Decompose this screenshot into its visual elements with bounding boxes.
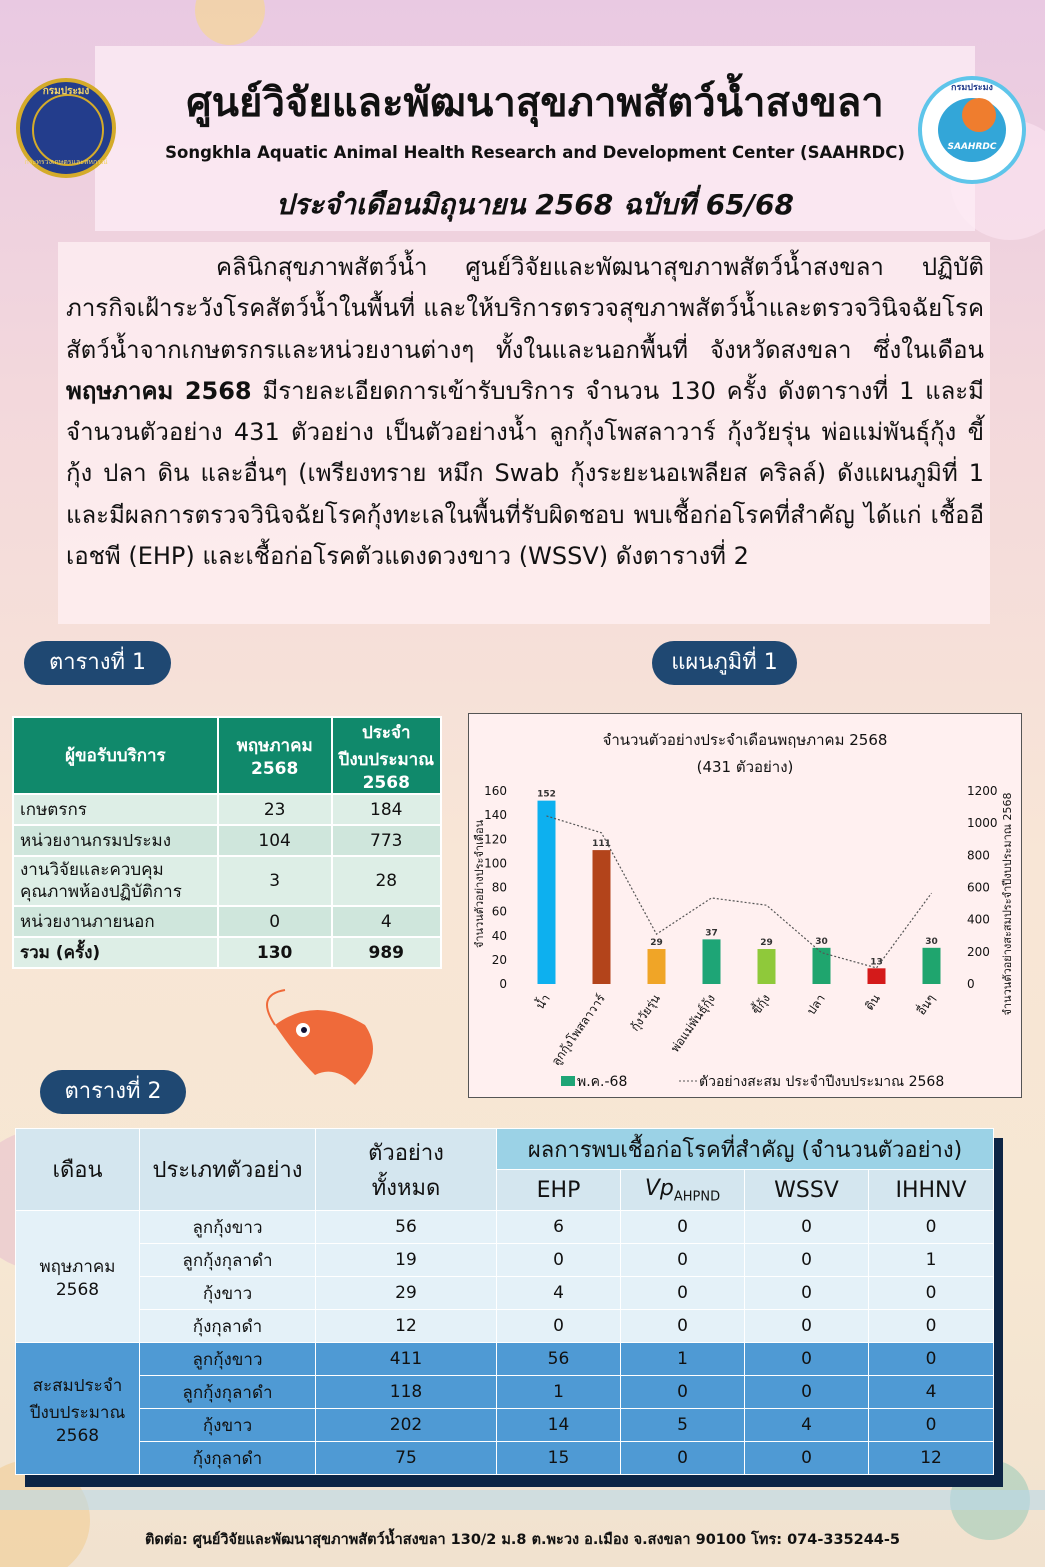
intro-text-1: คลินิกสุขภาพสัตว์น้ำ ศูนย์วิจัยและพัฒนาสุขภาพสัตว์น้ำสงขลา ปฏิบัติภารกิจเฝ้าระวังโรคสัตว์น้ำในพื้นที่ และให้บริการตรวจสุขภาพสัตว์น้ำและตรวจวินิจฉัยโรคสัตว์น้ำจากเกษตรกรและหน่วยงานต่างๆ ทั้งในและนอกพื้นที่ จังหวัดสงขลา ซึ่งในเดือน [66,253,984,364]
bar [868,968,886,984]
bar-value-label: 30 [815,936,828,947]
table-row [16,1310,994,1343]
cell-vp: 0 [621,1211,745,1244]
row-name: หน่วยงานกรมประมง [13,825,218,856]
cell-ehp: 14 [497,1409,621,1442]
cell-ihhnv: 12 [869,1442,994,1475]
col-header-month: พฤษภาคม 2568 [218,717,332,794]
cell-ihhnv: 0 [869,1343,994,1376]
y2-tick-label: 1000 [967,816,998,831]
cell-ehp: 56 [497,1343,621,1376]
cell-vp: 1 [621,1343,745,1376]
category-label: ลูกกุ้งโพสลาวาร์ [548,991,608,1069]
category-label: ขี้กุ้ง [749,991,773,1018]
chart-title: จำนวนตัวอย่างประจำเดือนพฤษภาคม 2568 [602,731,888,749]
cell-total: 12 [316,1310,497,1343]
cell-ehp: 0 [497,1310,621,1343]
row-year-value: 4 [332,906,441,937]
col-header-type: ประเภทตัวอย่าง [140,1129,316,1211]
row-name: หน่วยงานภายนอก [13,906,218,937]
bar [758,949,776,984]
cell-ehp: 15 [497,1442,621,1475]
table-header-row [16,1129,994,1170]
row-month-value: 23 [218,794,332,825]
cell-ihhnv: 0 [869,1409,994,1442]
cell-vp: 0 [621,1277,745,1310]
intro-month: พฤษภาคม 2568 [66,376,252,405]
chart-svg [469,714,1021,1097]
table-header-row [13,717,441,794]
sample-chart [468,713,1022,1098]
y2-tick-label: 600 [967,880,990,895]
col-header-year: ประจำปีงบประมาณ 2568 [332,717,441,794]
y-tick-label: 80 [491,880,507,895]
y2-tick-label: 400 [967,912,990,927]
legend-cumulative: ตัวอย่างสะสม ประจำปีงบประมาณ 2568 [699,1074,945,1090]
bar-value-label: 29 [650,938,663,949]
table-row [16,1244,994,1277]
cell-ehp: 1 [497,1376,621,1409]
table-row [16,1211,994,1244]
cell-ihhnv: 0 [869,1211,994,1244]
row-month-value: 130 [218,937,332,968]
y2-tick-label: 800 [967,848,990,863]
cell-wssv: 0 [745,1277,869,1310]
y-tick-label: 40 [491,928,507,943]
row-name: งานวิจัยและควบคุมคุณภาพห้องปฏิบัติการ [13,856,218,906]
category-label: กุ้งวัยรุ่น [627,991,663,1034]
category-label: ปลา [804,991,828,1018]
table-total-row [13,937,441,968]
logo-right-subtext: SAAHRDC [947,142,997,152]
cell-total: 56 [316,1211,497,1244]
col-header-ehp: EHP [497,1170,621,1211]
bar [593,850,611,984]
table-row [16,1343,994,1376]
cell-ihhnv: 0 [869,1310,994,1343]
pathogen-table [15,1128,994,1475]
bar-value-label: 29 [760,938,773,949]
row-year-value: 773 [332,825,441,856]
row-name: เกษตรกร [13,794,218,825]
cell-wssv: 0 [745,1376,869,1409]
bar-value-label: 111 [592,839,611,850]
vp-subscript: AHPND [673,1189,721,1205]
row-year-value: 184 [332,794,441,825]
cell-type: ลูกกุ้งกุลาดำ [140,1376,316,1409]
page-title: ศูนย์วิจัยและพัฒนาสุขภาพสัตว์น้ำสงขลา [186,80,884,126]
cell-wssv: 0 [745,1310,869,1343]
cell-vp: 5 [621,1409,745,1442]
cell-type: ลูกกุ้งขาว [140,1343,316,1376]
col-header-requester: ผู้ขอรับบริการ [13,717,218,794]
y-tick-label: 20 [491,952,507,967]
y-tick-label: 160 [484,784,507,798]
logo-left-text: กรมประมง [42,86,90,97]
cell-wssv: 4 [745,1409,869,1442]
vp-text: Vp [644,1175,674,1201]
legend-monthly: พ.ค.-68 [577,1074,628,1090]
row-month-value: 0 [218,906,332,937]
cell-total: 19 [316,1244,497,1277]
table-row [13,825,441,856]
col-header-vp [621,1170,745,1211]
cell-ihhnv: 1 [869,1244,994,1277]
table-row [16,1376,994,1409]
y-tick-label: 140 [484,808,507,823]
table1-label: ตารางที่ 1 [24,641,171,685]
y-tick-label: 0 [499,977,507,991]
category-label: น้ำ [532,991,553,1012]
page-subtitle: Songkhla Aquatic Animal Health Research and Development Center (SAAHRDC) [165,143,905,162]
cell-wssv: 0 [745,1343,869,1376]
cell-total: 411 [316,1343,497,1376]
bar [703,939,721,984]
month-group-cell: สะสมประจำปีงบประมาณ 2568 [16,1343,140,1475]
row-year-value: 989 [332,937,441,968]
bar [648,949,666,984]
shrimp-illustration [255,985,395,1105]
bar [538,801,556,984]
cell-type: ลูกกุ้งขาว [140,1211,316,1244]
y-tick-label: 120 [484,832,507,847]
category-label: พ่อแม่พันธุ์กุ้ง [667,991,718,1055]
row-name: รวม (ครั้ง) [13,937,218,968]
y-tick-label: 60 [491,904,507,919]
cell-vp: 0 [621,1442,745,1475]
y2-tick-label: 0 [967,977,975,991]
cell-ehp: 6 [497,1211,621,1244]
logo-left-subtext: กระทรวงเกษตรและสหกรณ์ [24,158,108,166]
total-header-text: ตัวอย่างทั้งหมด [368,1140,444,1201]
cell-ehp: 0 [497,1244,621,1277]
cell-total: 202 [316,1409,497,1442]
table-row [16,1409,994,1442]
table-row [16,1277,994,1310]
star-decoration [195,0,265,45]
footer-contact: ติดต่อ: ศูนย์วิจัยและพัฒนาสุขภาพสัตว์น้ำสงขลา 130/2 ม.8 ต.พะวง อ.เมือง จ.สงขลา 90100 โทร: 074-335244-5 [144,1532,901,1548]
bar-value-label: 30 [925,936,938,947]
cell-total: 29 [316,1277,497,1310]
cell-ihhnv: 4 [869,1376,994,1409]
month-group-cell: พฤษภาคม 2568 [16,1211,140,1343]
cell-type: กุ้งกุลาดำ [140,1310,316,1343]
y2-tick-label: 1200 [967,784,998,798]
cell-type: ลูกกุ้งกุลาดำ [140,1244,316,1277]
col-header-total [316,1129,497,1211]
cell-wssv: 0 [745,1442,869,1475]
cell-wssv: 0 [745,1244,869,1277]
cell-wssv: 0 [745,1211,869,1244]
legend-swatch-monthly [561,1076,575,1086]
intro-paragraph [66,247,984,577]
wave-band [0,1490,1045,1510]
col-header-wssv: WSSV [745,1170,869,1211]
category-label: อื่นๆ [913,991,938,1018]
chart1-label: แผนภูมิที่ 1 [652,641,797,685]
issue-line: ประจำเดือนมิถุนายน 2568 ฉบับที่ 65/68 [276,188,794,221]
cell-type: กุ้งกุลาดำ [140,1442,316,1475]
cell-total: 118 [316,1376,497,1409]
table-row [13,906,441,937]
bar-value-label: 37 [705,928,718,939]
intro-text-2: มีรายละเอียดการเข้ารับบริการ จำนวน 130 ครั้ง ดังตารางที่ 1 และมีจำนวนตัวอย่าง 431 ตัวอย่าง เป็นตัวอย่างน้ำ ลูกกุ้งโพสลาวาร์ กุ้งวัยรุ่น พ่อแม่พันธุ์กุ้ง ขี้กุ้ง ปลา ดิน และอื่นๆ (เพรียงทราย หมึก Swab กุ้งระยะนอเพลียส คริลล์) ดังแผนภูมิที่ 1 และมีผลการตรวจวินิจฉัยโรคกุ้งทะเลในพื้นที่รับผิดชอบ พบเชื้อก่อโรคที่สำคัญ ได้แก่ เชื้ออีเอชพี (EHP) และเชื้อก่อโรคตัวแดงดวงขาว (WSSV) ดังตารางที่ 2 [66,376,985,571]
row-year-value: 28 [332,856,441,906]
table-row [16,1442,994,1475]
cell-ehp: 4 [497,1277,621,1310]
row-month-value: 3 [218,856,332,906]
bar-value-label: 13 [870,957,883,968]
chart-y2label: จำนวนตัวอย่างสะสมประจำปีงบประมาณ 2568 [1001,792,1014,1016]
cell-vp: 0 [621,1376,745,1409]
table-row [13,794,441,825]
cell-vp: 0 [621,1310,745,1343]
bar-value-label: 152 [537,789,556,800]
category-label: ดิน [862,991,883,1013]
cell-vp: 0 [621,1244,745,1277]
cell-type: กุ้งขาว [140,1277,316,1310]
y2-tick-label: 200 [967,944,990,959]
cell-type: กุ้งขาว [140,1409,316,1442]
table-row [13,856,441,906]
bar [923,948,941,984]
chart-subtitle: (431 ตัวอย่าง) [696,758,794,776]
bar [813,948,831,984]
cell-ihhnv: 0 [869,1277,994,1310]
col-header-month: เดือน [16,1129,140,1211]
y-tick-label: 100 [484,856,507,871]
col-header-ihhnv: IHHNV [869,1170,994,1211]
logo-right-text: กรมประมง [951,83,993,93]
service-table [12,716,442,969]
table2-label: ตารางที่ 2 [40,1070,186,1114]
row-month-value: 104 [218,825,332,856]
chart-ylabel: จำนวนตัวอย่างประจำเดือน [473,819,486,949]
col-header-results: ผลการพบเชื้อก่อโรคที่สำคัญ (จำนวนตัวอย่าง) [497,1129,994,1170]
cell-total: 75 [316,1442,497,1475]
